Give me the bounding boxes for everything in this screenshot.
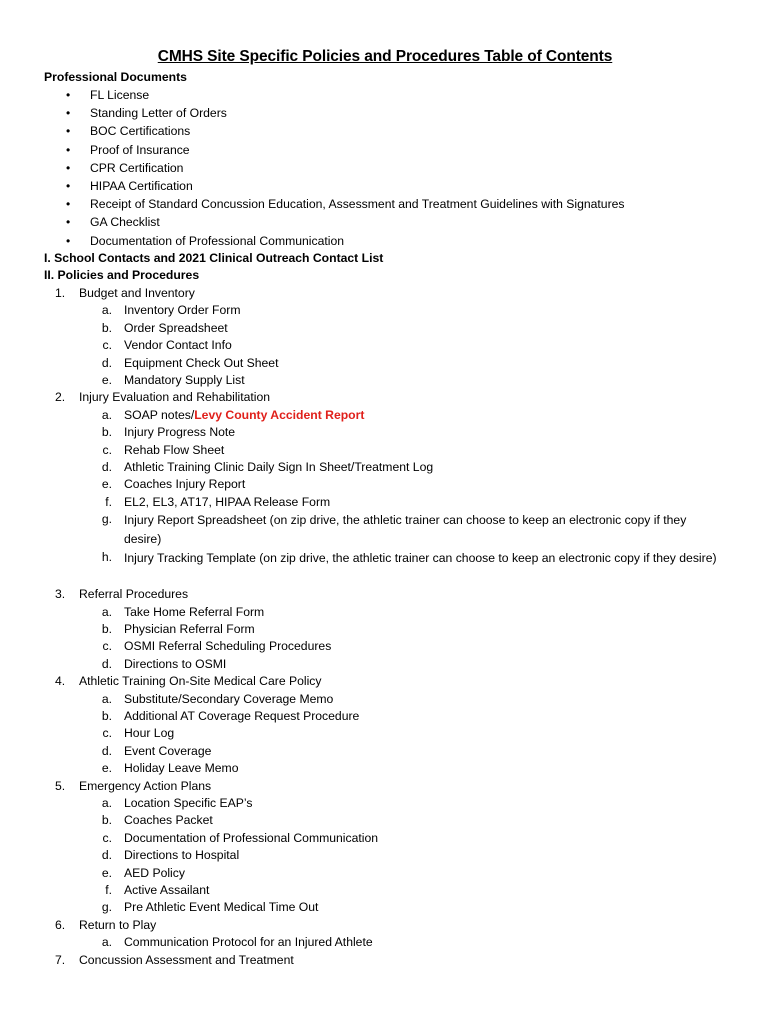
item-number: 5.: [55, 778, 66, 793]
sub-item-label: OSMI Referral Scheduling Procedures: [124, 639, 332, 654]
sub-item-label: Order Spreadsheet: [124, 320, 228, 335]
sub-item-label: Location Specific EAP’s: [124, 796, 253, 810]
list-item-label: Receipt of Standard Concussion Education, Assessment and Treatment Guidelines with Signatures: [90, 197, 625, 212]
sub-item-letter: d.: [101, 743, 112, 758]
list-item-label: GA Checklist: [90, 215, 160, 230]
sub-item-label: AED Policy: [124, 865, 185, 880]
sub-item-letter: e.: [101, 761, 112, 776]
sub-item-letter: c.: [102, 639, 112, 654]
sub-item-letter: g.: [101, 900, 112, 915]
sub-item-label: Injury Tracking Template (on zip drive, the athletic trainer can choose to keep an electronic copy if they desire): [124, 550, 717, 565]
sub-item-label: Substitute/Secondary Coverage Memo: [124, 691, 334, 706]
sub-item-label: Mandatory Supply List: [124, 373, 245, 387]
sub-item-label: Equipment Check Out Sheet: [124, 355, 279, 370]
bullet-icon: •: [66, 179, 71, 193]
sub-item-label: Physician Referral Form: [124, 622, 255, 636]
sub-item-letter: b.: [101, 320, 112, 335]
list-item-label: Proof of Insurance: [90, 142, 190, 157]
sub-item-label: Directions to OSMI: [124, 656, 227, 671]
sub-item-letter: f.: [105, 494, 112, 509]
sub-item-label: Coaches Injury Report: [124, 477, 246, 492]
bullet-icon: •: [66, 106, 71, 121]
sub-item-letter: c.: [102, 726, 112, 741]
sub-item-letter: d.: [101, 355, 112, 370]
sub-item-letter: e.: [101, 373, 112, 387]
sub-item-letter: g.: [101, 512, 112, 527]
sub-item-letter: c.: [102, 338, 112, 353]
sub-item-label: Communication Protocol for an Injured Athlete: [124, 935, 373, 950]
sub-item-label: Take Home Referral Form: [124, 604, 265, 619]
sub-item-label: Athletic Training Clinic Daily Sign In Sheet/Treatment Log: [124, 460, 434, 474]
sub-item-label: Documentation of Professional Communication: [124, 830, 379, 845]
sub-item-label: Inventory Order Form: [124, 303, 241, 318]
bullet-icon: •: [66, 215, 71, 230]
sub-item-label: Holiday Leave Memo: [124, 761, 239, 776]
sub-item-letter: h.: [101, 549, 112, 564]
item-number: 1.: [55, 286, 66, 300]
sub-item-label: Pre Athletic Event Medical Time Out: [124, 900, 319, 915]
section-school-contacts: I. School Contacts and 2021 Clinical Outreach Contact List: [44, 251, 384, 265]
item-label: Emergency Action Plans: [79, 778, 212, 793]
list-item-label: BOC Certifications: [90, 124, 191, 139]
bullet-icon: •: [66, 88, 71, 102]
sub-item-letter: a.: [101, 407, 112, 422]
item-number: 2.: [55, 390, 66, 405]
list-item-label: CPR Certification: [90, 160, 184, 175]
sub-item-letter: a.: [101, 303, 112, 318]
sub-item-label: Directions to Hospital: [124, 848, 240, 863]
sub-item-letter: d.: [101, 656, 112, 671]
sub-item-label: Coaches Packet: [124, 813, 213, 828]
sub-item-label: Event Coverage: [124, 743, 212, 758]
bullet-icon: •: [66, 197, 71, 212]
sub-item-label: Active Assailant: [124, 883, 210, 897]
sub-item-letter: c.: [102, 830, 112, 845]
sub-item-letter: b.: [101, 425, 112, 440]
sub-item-label: EL2, EL3, AT17, HIPAA Release Form: [124, 494, 331, 509]
sub-item-letter: a.: [101, 796, 112, 810]
sub-item-letter: a.: [101, 691, 112, 706]
sub-item-letter: e.: [101, 477, 112, 492]
sub-item-letter: a.: [101, 604, 112, 619]
list-item-label: Documentation of Professional Communication: [90, 233, 345, 248]
professional-documents-heading: Professional Documents: [44, 70, 187, 84]
item-number: 6.: [55, 917, 66, 932]
sub-item-label: Vendor Contact Info: [124, 338, 232, 353]
sub-item-letter: b.: [101, 622, 112, 636]
sub-item-label: Rehab Flow Sheet: [124, 442, 225, 457]
sub-item-label: Hour Log: [124, 726, 175, 741]
list-item-label: Standing Letter of Orders: [90, 106, 227, 121]
bullet-icon: •: [66, 160, 71, 175]
sub-item-letter: b.: [101, 813, 112, 828]
item-number: 4.: [55, 674, 66, 689]
list-item-label: HIPAA Certification: [90, 179, 193, 193]
item-label: Athletic Training On-Site Medical Care Policy: [79, 674, 322, 689]
sub-item-letter: d.: [101, 460, 112, 474]
sub-item-letter: e.: [101, 865, 112, 880]
sub-item-letter: a.: [101, 935, 112, 950]
list-item-label: FL License: [90, 88, 150, 102]
section-policies-procedures: II. Policies and Procedures: [44, 268, 200, 282]
item-number: 7.: [55, 952, 66, 967]
item-number: 3.: [55, 587, 66, 602]
sub-item-label: Injury Report Spreadsheet (on zip drive, the athletic trainer can choose to keep an electronic copy if they desire): [124, 513, 687, 547]
accident-report-highlight: Levy County Accident Report: [194, 407, 365, 422]
item-label: Referral Procedures: [79, 587, 189, 602]
item-label: Injury Evaluation and Rehabilitation: [79, 390, 271, 405]
bullet-icon: •: [66, 233, 71, 248]
sub-item-letter: f.: [105, 883, 112, 897]
item-label: Return to Play: [79, 917, 157, 932]
sub-item-label: Injury Progress Note: [124, 425, 236, 440]
sub-item-letter: c.: [102, 442, 112, 457]
bullet-icon: •: [66, 124, 71, 139]
item-label: Concussion Assessment and Treatment: [79, 952, 294, 967]
bullet-icon: •: [66, 142, 71, 157]
sub-item-label: SOAP notes/: [124, 407, 195, 422]
item-label: Budget and Inventory: [79, 286, 195, 300]
sub-item-label: Additional AT Coverage Request Procedure: [124, 709, 360, 723]
page-title: CMHS Site Specific Policies and Procedures Table of Contents: [157, 48, 613, 65]
sub-item-letter: d.: [101, 848, 112, 863]
sub-item-letter: b.: [101, 709, 112, 723]
